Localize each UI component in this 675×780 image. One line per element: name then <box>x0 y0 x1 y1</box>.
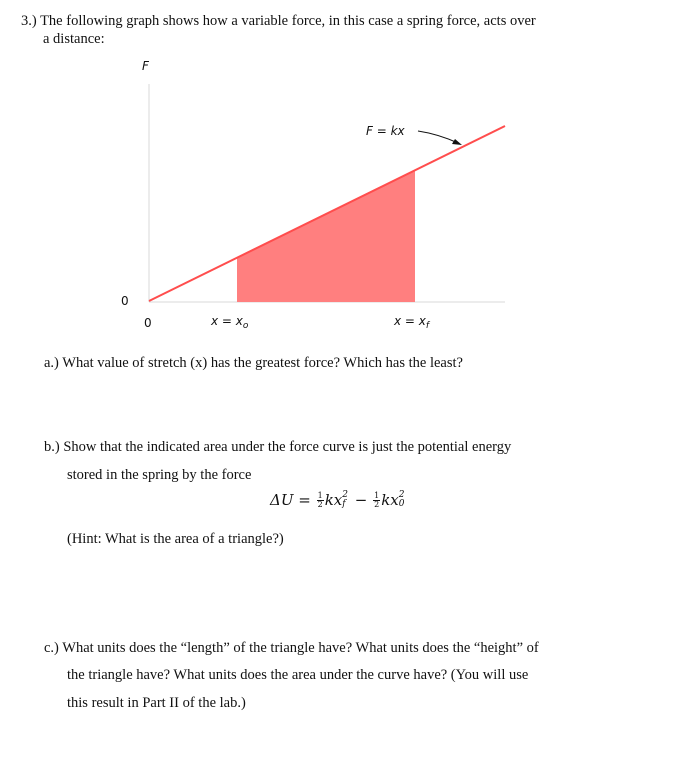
y-axis-label: F <box>142 59 149 73</box>
part-b-hint: (Hint: What is the area of a triangle?) <box>67 531 284 547</box>
eq-term1: kx <box>324 491 343 509</box>
force-graph <box>0 0 675 345</box>
shaded-area <box>237 171 415 302</box>
xf-subscript: f <box>425 321 430 331</box>
part-c-line3: this result in Part II of the lab.) <box>67 695 246 711</box>
eq-term1-scripts: 2 f <box>342 490 348 509</box>
xf-label: $x = x_f$ <box>394 314 430 331</box>
part-b-line2: stored in the spring by the force <box>67 467 252 483</box>
x0-label: $x = x_o$ <box>211 314 249 331</box>
part-c-line2: the triangle have? What units does the area under the curve have? (You will use <box>67 667 529 683</box>
x0-subscript: o <box>242 321 249 331</box>
x-origin-label: 0 <box>144 316 152 330</box>
eq-term2: kx <box>381 491 399 509</box>
part-b-line1: b.) Show that the indicated area under the force curve is just the potential energy <box>44 439 512 455</box>
eq-term2-scripts: 2 0 <box>398 490 405 509</box>
line-label: F = kx <box>366 124 405 138</box>
eq-frac-2: $\frac{1}{2}$ <box>374 490 380 509</box>
y-origin-label: 0 <box>121 294 129 308</box>
question-intro-line2: a distance: <box>43 31 105 47</box>
label-arrow <box>418 131 458 143</box>
question-intro-line1: 3.) The following graph shows how a variable force, in this case a spring force, acts over <box>21 13 536 29</box>
eq-frac-1: $\frac{1}{2}$ <box>317 490 323 509</box>
part-a-text: a.) What value of stretch (x) has the greatest force? Which has the least? <box>44 355 463 371</box>
energy-equation <box>270 491 406 509</box>
eq-minus: − <box>349 491 373 509</box>
eq-lhs: ΔU = <box>270 491 316 509</box>
part-c-line1: c.) What units does the “length” of the triangle have? What units does the “height” of <box>44 640 539 656</box>
arrowhead <box>452 139 462 145</box>
